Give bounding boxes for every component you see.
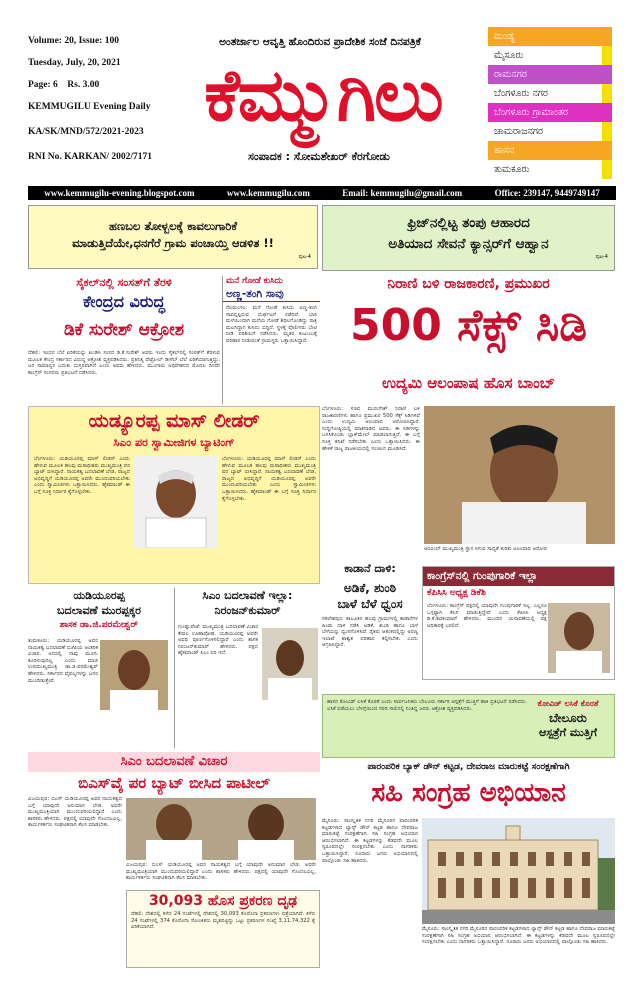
edition-color-band <box>602 141 612 160</box>
photo-caption: ಅರವಿಂದ್ ಮುಖ್ಯಮಂತ್ರಿ ಸ್ಥಾನ ಸಿಗುವ ಸಾಧ್ಯತೆ ಕುರಿತು ಅಲಂಪಾಷ ಆರೋಪ <box>424 546 548 552</box>
patil-photo <box>126 798 316 860</box>
patil-body-2: ವಿಜಯಪುರ: ಬಿಎಸ್ ಯಡಿಯೂರಪ್ಪ ಅವರ ನಾಯಕತ್ವದ ಬಗ್ಗೆ ಯಾವುದೇ ಅನುಮಾನ ಬೇಡ. ಅವರೇ ಮುಖ್ಯಮಂತ್ರಿಯಾಗಿ ಮುಂದುವರಿಯಲಿದ್ದಾರೆ ಎಂದು ಶಾಸಕರು ಹೇಳಿದರು. ಪಕ್ಷದಲ್ಲಿ ಯಾವುದೇ ಗೊಂದಲವಿಲ್ಲ, ಕಾರ್ಯಕರ್ತರು ಸಂಘಟಿತರಾಗಿ ಕೆಲಸ ಮಾಡಬೇಕು. <box>126 862 316 882</box>
newspaper-logo: ಕೆಮ್ಮುಗಿಲು <box>204 53 442 137</box>
story-headline-2: ಡಿಕೆ ಸುರೇಶ್ ಆಕ್ರೋಶ <box>63 320 185 340</box>
edition-item[interactable] <box>488 103 612 122</box>
edition-item[interactable] <box>488 160 612 179</box>
site-link[interactable]: www.kemmugilu.com <box>226 188 310 198</box>
edition-item[interactable] <box>488 27 612 46</box>
story-body: ಬೆಂಗಳೂರು: ಕಾಂಗ್ರೆಸ್ ಪಕ್ಷದಲ್ಲಿ ಯಾವುದೇ ಗುಂಪುಗಾರಿಕೆ ಇಲ್ಲ. ಎಲ್ಲರೂ ಒಗ್ಗಟ್ಟಾಗಿ ಕೆಲಸ ಮಾಡುತ್ತಿದ್ದೇವೆ ಎಂದು ಕೆಪಿಸಿಸಿ ಅಧ್ಯಕ್ಷ ಡಿ.ಕೆ.ಶಿವಕುಮಾರ್ ಹೇಳಿದರು. ಮುಂದಿನ ಚುನಾವಣೆಯಲ್ಲಿ ಪಕ್ಷ ಅಧಿಕಾರಕ್ಕೆ ಬರಲಿದೆ. <box>427 603 547 629</box>
story-dk-suresh[interactable] <box>28 276 220 312</box>
cd-subheadline: ಉದ್ಯಮಿ ಆಲಂಪಾಷ ಹೊಸ ಬಾಂಬ್ <box>382 374 555 392</box>
edition-item[interactable] <box>488 122 612 141</box>
reg-number: KA/SK/MND/572/2021-2023 <box>28 127 144 137</box>
bsy-body-2: ಬೆಂಗಳೂರು: ಯಡಿಯೂರಪ್ಪ ಮಾಸ್ ಲೀಡರ್ ಎಂದು ಹೇಳುವ ಮೂಲಕ ಹಲವು ಮಠಾಧೀಶರು ಮುಖ್ಯಮಂತ್ರಿ ಪರ ಬ್ಯಾಟ್ ಬೀಸಿದ್ದಾರೆ. ನಾಯಕತ್ವ ಬದಲಾವಣೆ ಬೇಡ, ರಾಜ್ಯದ ಅಭಿವೃದ್ಧಿಗೆ ಯಡಿಯೂರಪ್ಪ ಅವರೇ ಮುಂದುವರಿಯಬೇಕು ಎಂದು ಸ್ವಾಮೀಜಿಗಳು ಒತ್ತಾಯಿಸಿದರು. ಹೈಕಮಾಂಡ್ ಈ ಬಗ್ಗೆ ಸೂಕ್ತ ನಿರ್ಧಾರ ಕೈಗೊಳ್ಳಬೇಕು. <box>222 456 316 502</box>
story-kicker: ಕಾಡಾನೆ ದಾಳಿ: <box>344 562 396 575</box>
masthead-tagline: ಅಂತರ್ಜಾಲ ಆವೃತ್ತಿ ಹೊಂದಿರುವ ಪ್ರಾದೇಶಿಕ ಸಂಜೆ ದಿನಪತ್ರಿಕೆ <box>219 36 421 48</box>
edition-color-band <box>602 122 612 141</box>
story-congress[interactable] <box>422 566 615 680</box>
bsy-headline: ಯಡ್ಯೂರಪ್ಪ ಮಾಸ್ ಲೀಡರ್ <box>88 410 260 432</box>
banner-fridge[interactable] <box>322 205 615 271</box>
sangraha-body: ಮೈಸೂರು: ಸಾಂಸ್ಕೃತಿಕ ನಗರಿ ಮೈಸೂರಿನ ಪಾರಂಪರಿಕ ಕಟ್ಟಡಗಳಾದ ಲ್ಯಾನ್ಸ್ ಡೌನ್ ಕಟ್ಟಡ ಹಾಗೂ ದೇವರಾಜ ಮಾರುಕಟ್ಟೆ ಸಂರಕ್ಷಣೆಗಾಗಿ ಸಹಿ ಸಂಗ್ರಹ ಅಭಿಯಾನ ಆರಂಭಿಸಲಾಗಿದೆ. ಈ ಕಟ್ಟಡಗಳನ್ನು ಕೆಡವದೇ ಮೂಲ ಸ್ವರೂಪದಲ್ಲೇ ಸಂರಕ್ಷಿಸಬೇಕು ಎಂದು ನಾಗರಿಕರು ಒತ್ತಾಯಿಸಿದ್ದಾರೆ. ನೂರಾರು ಜನರು ಅಭಿಯಾನದಲ್ಲಿ ಪಾಲ್ಗೊಂಡು ಸಹಿ ಹಾಕಿದರು. <box>322 818 418 864</box>
page-ref: ಪುಟ-4 <box>298 254 311 260</box>
contact-strip <box>28 186 616 200</box>
story-headline: ಕಾಂಗ್ರೆಸ್‌ನಲ್ಲಿ ಗುಂಪುಗಾರಿಕೆ ಇಲ್ಲಾ <box>423 567 614 586</box>
editions-list <box>488 27 612 179</box>
story-headline: ಕೋವಿಡ್ ಲಸಿಕೆ ಕೊರತೆ ಬೇಲೂರು ಆಸ್ಪತ್ರೆಗೆ ಮುತ್ತಿಗೆ <box>537 699 599 739</box>
banner-fridge-line2: ಅತಿಯಾದ ಸೇವನೆ ಕ್ಯಾನ್ಸರ್‌ಗೆ ಆಹ್ವಾನ <box>388 236 549 252</box>
dks-photo <box>548 603 610 673</box>
sangraha-body-2: ಮೈಸೂರು: ಸಾಂಸ್ಕೃತಿಕ ನಗರಿ ಮೈಸೂರಿನ ಪಾರಂಪರಿಕ ಕಟ್ಟಡಗಳಾದ ಲ್ಯಾನ್ಸ್ ಡೌನ್ ಕಟ್ಟಡ ಹಾಗೂ ದೇವರಾಜ ಮಾರುಕಟ್ಟೆ ಸಂರಕ್ಷಣೆಗಾಗಿ ಸಹಿ ಸಂಗ್ರಹ ಅಭಿಯಾನ ಆರಂಭಿಸಲಾಗಿದೆ. ಈ ಕಟ್ಟಡಗಳನ್ನು ಕೆಡವದೇ ಮೂಲ ಸ್ವರೂಪದಲ್ಲೇ ಸಂರಕ್ಷಿಸಬೇಕು ಎಂದು ನಾಗರಿಕರು ಒತ್ತಾಯಿಸಿದ್ದಾರೆ. ನೂರಾರು ಜನರು ಅಭಿಯಾನದಲ್ಲಿ ಪಾಲ್ಗೊಂಡು ಸಹಿ ಹಾಕಿದರು. <box>422 926 615 946</box>
issue-date: Tuesday, July, 20, 2021 <box>28 58 121 68</box>
volume-issue: Volume: 20, Issue: 100 <box>28 36 119 46</box>
edition-item[interactable] <box>488 65 612 84</box>
portrait-svg <box>424 406 615 544</box>
param-photo <box>100 640 168 710</box>
cd-story-body: ಬೆಂಗಳೂರು: ಸಚಿವ ಮುರುಗೇಶ್ ನಿರಾಣಿ ಬಳಿ ರಾಜಕಾರಣಿಗಳು ಹಾಗೂ ಪ್ರಮುಖರ 500 ಸೆಕ್ಸ್ ಸಿಡಿಗಳಿವೆ ಎಂದು ಉದ್ಯಮಿ ಆಲಂಪಾಷ ಆರೋಪಿಸಿದ್ದಾರೆ. ಸುದ್ದಿಗೋಷ್ಠಿಯಲ್ಲಿ ಮಾತನಾಡಿದ ಅವರು, ಈ ಸಿಡಿಗಳನ್ನು ಬಳಸಿಕೊಂಡು ಬ್ಲಾಕ್‌ಮೇಲ್ ಮಾಡಲಾಗುತ್ತಿದೆ. ಈ ಬಗ್ಗೆ ಸೂಕ್ತ ತನಿಖೆ ನಡೆಸಬೇಕು ಎಂದು ಒತ್ತಾಯಿಸಿದರು. ಈ ಹೇಳಿಕೆ ರಾಜ್ಯ ರಾಜಕೀಯದಲ್ಲಿ ಸಂಚಲನ ಮೂಡಿಸಿದೆ. <box>322 406 420 452</box>
story-headline: ಅಡಿಕೆ, ಶುಂಠಿ ಬಾಳೆ ಬೆಳೆ ಧ್ವಂಸ <box>337 581 403 611</box>
story-belur[interactable] <box>322 694 615 758</box>
office-phone: Office: 239147, 9449749147 <box>494 188 600 198</box>
story-siblings[interactable] <box>222 276 320 404</box>
patil-kicker: ಸಿಎಂ ಬದಲಾವಣೆ ವಿಚಾರ <box>28 752 320 772</box>
story-headline: 30,093 ಹೊಸ ಪ್ರಕರಣ ದೃಢ <box>148 893 298 909</box>
banner-panchayat[interactable] <box>28 205 318 269</box>
edition-color-band <box>602 160 612 179</box>
cd-kicker: ನಿರಾಣಿ ಬಳಿ ರಾಜಕಾರಣಿ, ಪ್ರಮುಖರ <box>387 276 550 292</box>
editor-line: ಸಂಪಾದಕ : ಸೋಮಶೇಖರ್ ಕೆರಗೋಡು <box>248 150 390 163</box>
minister-photo <box>424 406 615 544</box>
banner-panchayat-line1: ಹಣಬಲ ತೋಳ್ಬಲಕ್ಕೆ ಕಾವಲುಗಾರಿಕೆ <box>108 219 238 233</box>
paper-name: KEMMUGILU Evening Daily <box>28 102 151 112</box>
story-headline: ಕೇಂದ್ರದ ವಿರುದ್ಧ <box>83 292 165 311</box>
rni-number: RNI No. KARKAN/ 2002/7171 <box>28 152 153 162</box>
story-kicker: ಸೈಕಲ್‌ನಲ್ಲಿ ಸಂಸತ್‌ಗೆ ತೆರಳಿ <box>76 276 172 289</box>
story-body: ಸಕಲೇಶಪುರ: ತಾಲೂಕಿನ ಹಲವು ಗ್ರಾಮಗಳಲ್ಲಿ ಕಾಡಾನೆಗಳ ಹಿಂಡು ದಾಳಿ ನಡೆಸಿ ಅಡಿಕೆ, ಶುಂಠಿ ಹಾಗೂ ಬಾಳೆ ಬೆಳೆಯನ್ನು ಧ್ವಂಸಗೊಳಿಸಿವೆ. ರೈತರು ಆತಂಕದಲ್ಲಿದ್ದು ಅರಣ್ಯ ಇಲಾಖೆ ಶಾಶ್ವತ ಪರಿಹಾರ ಕಲ್ಪಿಸಬೇಕು ಎಂದು ಆಗ್ರಹಿಸಿದ್ದಾರೆ. <box>322 616 418 649</box>
bsy-subheadline: ಸಿಎಂ ಪರ ಸ್ವಾಮೀಜಿಗಳ ಬ್ಯಾಟಿಂಗ್ <box>113 436 235 449</box>
story-kicker: ಮನೆ ಗೋಡೆ ಕುಸಿದು <box>226 276 283 286</box>
edition-item[interactable] <box>488 141 612 160</box>
patil-body: ವಿಜಯಪುರ: ಬಿಎಸ್ ಯಡಿಯೂರಪ್ಪ ಅವರ ನಾಯಕತ್ವದ ಬಗ್ಗೆ ಯಾವುದೇ ಅನುಮಾನ ಬೇಡ. ಅವರೇ ಮುಖ್ಯಮಂತ್ರಿಯಾಗಿ ಮುಂದುವರಿಯಲಿದ್ದಾರೆ ಎಂದು ಶಾಸಕರು ಹೇಳಿದರು. ಪಕ್ಷದಲ್ಲಿ ಯಾವುದೇ ಗೊಂದಲವಿಲ್ಲ, ಕಾರ್ಯಕರ್ತರು ಸಂಘಟಿತರಾಗಿ ಕೆಲಸ ಮಾಡಬೇಕು. <box>28 796 122 829</box>
story-body: ಹಾಸನ ಕೋವಿಡ್ ಲಸಿಕೆ ಕೊರತೆ ಎಂದು ಸಾರ್ವಜನಿಕರು ಬೇಲೂರು ಸರ್ಕಾರಿ ಆಸ್ಪತ್ರೆಗೆ ಮುತ್ತಿಗೆ ಹಾಕಿ ಪ್ರತಿಭಟನೆ ನಡೆಸಿದರು. ಲಸಿಕೆ ಪಡೆಯಲು ಬೆಳಗ್ಗೆಯಿಂದ ಸರದಿ ಸಾಲಿನಲ್ಲಿ ನಿಂತಿದ್ದ ಜನರು ಆಕ್ರೋಶ ವ್ಯಕ್ತಪಡಿಸಿದರು. <box>327 699 527 712</box>
niranjan-body: ಗುಂಡ್ಲುಪೇಟೆ: ಮುಖ್ಯಮಂತ್ರಿ ಬದಲಾವಣೆ ವಿಚಾರ ಕೇವಲ ಊಹಾಪೋಹ. ಯಡಿಯೂರಪ್ಪ ಅವರೇ ಅವಧಿ ಪೂರ್ಣಗೊಳಿಸಲಿದ್ದಾರೆ ಎಂದು ಶಾಸಕ ನಿರಂಜನ್‌ಕುಮಾರ್ ಹೇಳಿದರು. ಪಕ್ಷದ ಹೈಕಮಾಂಡ್ ಸಿಎಂ ಪರ ಇದೆ. <box>178 624 258 657</box>
story-elephant[interactable] <box>322 562 418 702</box>
sangraha-headline[interactable]: ಸಹಿ ಸಂಗ್ರಹ ಅಭಿಯಾನ <box>371 778 566 808</box>
heritage-building-photo <box>422 818 615 924</box>
edition-label: ಮಂಡ್ಯ <box>494 31 515 42</box>
story-headline: ಸಿಎಂ ಬದಲಾವಣೆ ಇಲ್ಲಾ: ನಿರಂಜನ್‌ಕುಮಾರ್ <box>202 589 293 617</box>
edition-label: ಚಾಮರಾಜನಗರ <box>494 126 544 137</box>
bsy-body-1: ಬೆಂಗಳೂರು: ಯಡಿಯೂರಪ್ಪ ಮಾಸ್ ಲೀಡರ್ ಎಂದು ಹೇಳುವ ಮೂಲಕ ಹಲವು ಮಠಾಧೀಶರು ಮುಖ್ಯಮಂತ್ರಿ ಪರ ಬ್ಯಾಟ್ ಬೀಸಿದ್ದಾರೆ. ನಾಯಕತ್ವ ಬದಲಾವಣೆ ಬೇಡ, ರಾಜ್ಯದ ಅಭಿವೃದ್ಧಿಗೆ ಯಡಿಯೂರಪ್ಪ ಅವರೇ ಮುಂದುವರಿಯಬೇಕು ಎಂದು ಸ್ವಾಮೀಜಿಗಳು ಒತ್ತಾಯಿಸಿದರು. ಹೈಕಮಾಂಡ್ ಈ ಬಗ್ಗೆ ಸೂಕ್ತ ನಿರ್ಧಾರ ಕೈಗೊಳ್ಳಬೇಕು. <box>34 456 130 495</box>
edition-label: ತುಮಕೂರು <box>494 164 530 175</box>
edition-label: ಬೆಂಗಳೂರು ನಗರ <box>494 88 548 99</box>
edition-color-band <box>602 46 612 65</box>
story-body: ದೆಹಲಿ: ಇಂಧನ ಬೆಲೆ ಏರಿಕೆಯನ್ನು ಖಂಡಿಸಿ ಸಂಸದ ಡಿ.ಕೆ.ಸುರೇಶ್ ಅವರು ಇಂದು ಸೈಕಲ್‌ನಲ್ಲಿ ಸಂಸತ್‌ಗೆ ತೆರಳುವ ಮೂಲಕ ಕೇಂದ್ರ ಸರ್ಕಾರದ ವಿರುದ್ಧ ಆಕ್ರೋಶ ವ್ಯಕ್ತಪಡಿಸಿದರು. ಪ್ರತಿನಿತ್ಯ ಪೆಟ್ರೋಲ್ ಡೀಸೆಲ್ ಬೆಲೆ ಏರಿಕೆಯಾಗುತ್ತಿದ್ದು, ಜನ ಸಾಮಾನ್ಯರ ಬದುಕು ದುಸ್ತರವಾಗಿದೆ ಎಂದು ಅವರು ಹೇಳಿದರು. ಮುಂಗಾರು ಅಧಿವೇಶನದ ಮೊದಲ ದಿನವೇ ಕಾಂಗ್ರೆಸ್ ಸಂಸದರು ಪ್ರತಿಭಟನೆ ನಡೆಸಿದರು. <box>28 350 220 376</box>
story-headline: ಅಣ್ಣ-ತಂಗಿ ಸಾವು <box>223 288 320 302</box>
email-link[interactable]: Email: kemmugilu@gmail.com <box>342 188 463 198</box>
edition-label: ಮೈಸೂರು <box>494 50 524 61</box>
page-price: Page: 6 Rs. 3.00 <box>28 80 100 90</box>
edition-color-band <box>602 27 612 46</box>
edition-label: ರಾಮನಗರ <box>494 69 527 80</box>
story-body: ನೆಲಮಂಗಲ: ಮನೆ ಗೋಡೆ ಕುಸಿದು ಅಣ್ಣ-ತಂಗಿ ಸಾವನ್ನಪ್ಪಿರುವ ದುರ್ಘಟನೆ ನಡೆದಿದೆ. ಭಾರಿ ಮಳೆಯಿಂದಾಗಿ ಮನೆಯ ಗೋಡೆ ಶಿಥಿಲಗೊಂಡಿದ್ದು ರಾತ್ರಿ ಮಲಗಿದ್ದಾಗ ಕುಸಿದು ಬಿದ್ದಿದೆ. ಸ್ಥಳಕ್ಕೆ ಪೊಲೀಸರು ಭೇಟಿ ನೀಡಿ ಪರಿಶೀಲನೆ ನಡೆಸಿದರು. ಮೃತರ ಕುಟುಂಬಕ್ಕೆ ಪರಿಹಾರ ನೀಡುವಂತೆ ಗ್ರಾಮಸ್ಥರು ಒತ್ತಾಯಿಸಿದ್ದಾರೆ. <box>226 305 317 344</box>
story-subheadline: ಕೆಪಿಸಿಸಿ ಅಧ್ಯಕ್ಷ ಡಿಕೆಶಿ <box>427 588 486 598</box>
page-ref: ಪುಟ-4 <box>595 254 608 260</box>
edition-item[interactable] <box>488 84 612 103</box>
edition-item[interactable] <box>488 46 612 65</box>
edition-label: ಬೆಂಗಳೂರು ಗ್ರಾಮಾಂತರ <box>494 107 569 118</box>
edition-color-band <box>602 103 612 122</box>
edition-color-band <box>602 84 612 103</box>
sangraha-kicker: ಪಾರಂಪರಿಕ ಬ್ಯಾಕ್ ಡೌನ್ ಕಟ್ಟಡ, ದೇವರಾಜ ಮಾರುಕಟ್ಟೆ ಸಂರಕ್ಷಣೆಗಾಗಿ <box>367 762 570 772</box>
edition-color-band <box>602 65 612 84</box>
blog-link[interactable]: www.kemmugilu-evening.blogspot.com <box>44 188 195 198</box>
story-body: ದೆಹಲಿ: ದೇಶದಲ್ಲಿ ಕಳೆದ 24 ಗಂಟೆಗಳಲ್ಲಿ ದೇಶದಲ್ಲಿ 30,093 ಕೊರೊನಾ ಪ್ರಕರಣಗಳು ಪತ್ತೆಯಾಗಿವೆ. ಕಳೆದ 24 ಗಂಟೆಗಳಲ್ಲಿ 374 ಕೊರೊನಾ ಸೋಂಕಿತರು ಮೃತಪಟ್ಟಿದ್ದು ಒಟ್ಟು ಪ್ರಕರಣಗಳ ಸಂಖ್ಯೆ 3,11,74,322 ಕ್ಕೆ ಏರಿಕೆಯಾಗಿದೆ. <box>131 911 315 931</box>
cd-headline[interactable]: 500 ಸೆಕ್ಸ್ ಸಿಡಿ <box>350 300 587 351</box>
banner-panchayat-line2: ಮಾಡುತ್ತಿದೆಯೇ,ಧನಗೆರೆ ಗ್ರಾಮ ಪಂಚಾಯ್ತಿ ಆಡಳಿತ !! <box>72 236 274 250</box>
edition-label: ಹಾಸನ <box>494 145 515 156</box>
story-headline: ಯಡಿಯೂರಪ್ಪ ಬದಲಾವಣೆ ಮುರಪ್ಪಕ್ಕರ <box>57 589 141 617</box>
story-subheadline: ಶಾಸಕ ಡಾ.ಜಿ.ಪರಮೇಶ್ವರ್ <box>59 620 139 630</box>
param-body: ತುಮಕೂರು: ಯಡಿಯೂರಪ್ಪ ಅವರ ನಾಯಕತ್ವ ಬದಲಾವಣೆ ಬಿಜೆಪಿಯ ಆಂತರಿಕ ವಿಚಾರ. ಅದರಲ್ಲಿ ನಾವು ಮೂಗು ತೂರಿಸುವುದಿಲ್ಲ ಎಂದು ಮಾಜಿ ಉಪಮುಖ್ಯಮಂತ್ರಿ ಡಾ.ಜಿ.ಪರಮೇಶ್ವರ್ ಹೇಳಿದರು. ಸರ್ಕಾರದ ವೈಫಲ್ಯಗಳನ್ನು ಜನರ ಮುಂದಿಡುತ್ತೇವೆ. <box>28 638 98 684</box>
story-covid[interactable] <box>126 890 320 968</box>
niranjan-photo <box>262 628 318 700</box>
banner-fridge-line1: ಫ್ರಿಜ್‌ನಲ್ಲಿಟ್ಟ ತಂಪು ಆಹಾರದ <box>407 215 530 231</box>
patil-headline[interactable]: ಬಿಎಸ್‌ವೈ ಪರ ಬ್ಯಾಟ್ ಬೀಸಿದ ಪಾಟೀಲ್ <box>78 774 270 792</box>
bsy-photo <box>134 456 218 548</box>
